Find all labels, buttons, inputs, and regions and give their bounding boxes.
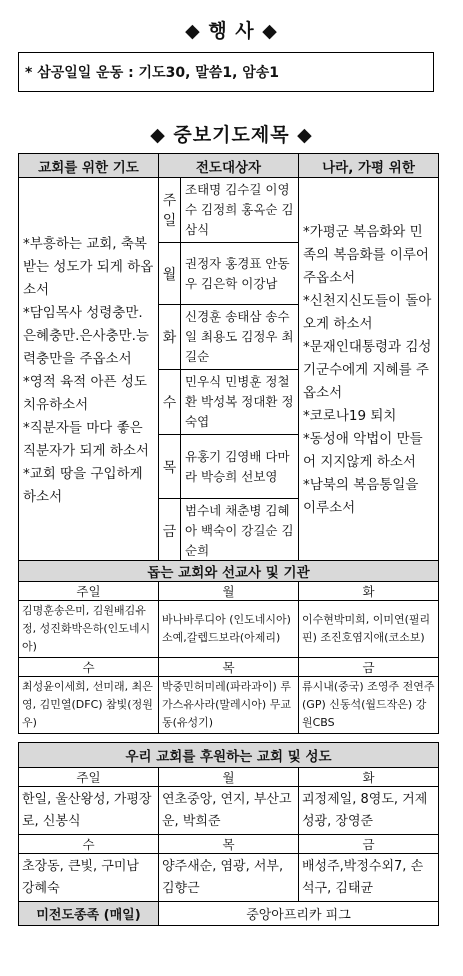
- nation-prayer-item: *문재인대통령과 김성기군수에게 지혜를 주옵소서: [303, 339, 432, 401]
- day-header: 화: [299, 768, 439, 787]
- day-header: 수: [19, 658, 159, 677]
- mission-cell: 최성윤이세희, 선미래, 최은영, 김민열(DFC) 참빛(정원우): [19, 677, 159, 734]
- header-targets: 전도대상자: [159, 154, 299, 178]
- day-header: 목: [159, 658, 299, 677]
- missions-table: [18, 560, 439, 734]
- mission-cell: 류시내(중국) 조영주 전연주(GP) 신동석(월드작은) 강원CBS: [299, 677, 439, 734]
- mission-cell: 이수현박미희, 이미연(필리핀) 조진호염지애(코소보): [299, 601, 439, 658]
- day-label: 금: [159, 499, 181, 564]
- nation-prayers: [299, 178, 439, 564]
- mission-cell: 바나바루디아 (인도네시아) 소예,갈렙드보라(아제리): [159, 601, 299, 658]
- day-header: 목: [159, 835, 299, 854]
- nation-prayer-item: *동성애 악법이 만들어 지지않게 하소서: [303, 431, 423, 470]
- day-label: 수: [159, 370, 181, 435]
- target-names: 조태명 김수길 이영수 김정희 홍옥순 김삼식: [181, 178, 299, 243]
- nation-prayer-item: *신천지신도들이 돌아오게 하소서: [303, 293, 432, 332]
- target-names: 유홍기 김영배 다마라 박승희 선보영: [181, 435, 299, 499]
- church-prayer-item: *부흥하는 교회, 축복받는 성도가 되게 하옵소서: [23, 235, 154, 298]
- header-nation: 나라, 가평 위한: [299, 154, 439, 178]
- day-label: 월: [159, 243, 181, 305]
- church-prayer-item: *담임목사 성령충만.은혜충만.은사충만.능력충만을 주옵소서: [23, 304, 149, 367]
- day-header: 수: [19, 835, 159, 854]
- day-header: 주일: [19, 582, 159, 601]
- day-header: 월: [159, 582, 299, 601]
- day-header: 주일: [19, 768, 159, 787]
- target-names: 범수네 채춘병 김혜아 백숙이 강길순 김순희: [181, 499, 299, 564]
- nation-prayer-item: *가평군 복음화와 민족의 복음화를 이루어 주옵소서: [303, 224, 429, 286]
- unreached-value: 중앙아프리카 피그: [159, 902, 439, 926]
- missions-title: 돕는 교회와 선교사 및 기관: [19, 561, 439, 582]
- mission-cell: 김명훈송은미, 김원배김유정, 성진화박은하(인도네시아): [19, 601, 159, 658]
- church-prayer-item: *교회 땅을 구입하게 하소서: [23, 465, 143, 505]
- supporter-cell: 연초중앙, 연지, 부산고운, 박희준: [159, 787, 299, 835]
- church-prayer-item: *직분자들 마다 좋은 직분자가 되게 하소서: [23, 419, 149, 459]
- supporter-cell: 괴정제일, 8영도, 거제성광, 장영준: [299, 787, 439, 835]
- target-names: 신경훈 송태삼 송수일 최용도 김정우 최길순: [181, 305, 299, 370]
- header-church: 교회를 위한 기도: [19, 154, 159, 178]
- church-prayer-item: *영적 육적 아픈 성도 치유하소서: [23, 373, 147, 413]
- day-header: 금: [299, 658, 439, 677]
- day-label: 목: [159, 435, 181, 499]
- day-header: 화: [299, 582, 439, 601]
- supporter-cell: 초장동, 큰빛, 구미남 강혜숙: [19, 854, 159, 902]
- supporter-cell: 배성주,박정수외7, 손석구, 김태균: [299, 854, 439, 902]
- supporters-title: 우리 교회를 후원하는 교회 및 성도: [19, 743, 439, 768]
- day-header: 금: [299, 835, 439, 854]
- unreached-label: 미전도종족 (매일): [19, 902, 159, 926]
- supporters-table: [18, 742, 439, 926]
- day-label: 주일: [159, 178, 181, 243]
- event-heading: ◆ 행 사 ◆: [185, 20, 278, 42]
- prayer-table: [18, 153, 439, 564]
- mission-cell: 박중민허미레(파라과이) 루가스유사라(말레시아) 무교동(유성기): [159, 677, 299, 734]
- supporter-cell: 한일, 울산왕성, 가평장로, 신봉식: [19, 787, 159, 835]
- prayer-heading: ◆ 중보기도제목 ◆: [150, 124, 313, 146]
- event-box: [18, 52, 434, 92]
- day-label: 화: [159, 305, 181, 370]
- event-text: * 삼공일일 운동 : 기도30, 말씀1, 암송1: [25, 65, 280, 81]
- day-header: 월: [159, 768, 299, 787]
- target-names: 권정자 홍경표 안동우 김은학 이강남: [181, 243, 299, 305]
- target-names: 민우식 민병훈 정철환 박성복 정대환 정숙엽: [181, 370, 299, 435]
- supporter-cell: 양주새순, 염광, 서부, 김향근: [159, 854, 299, 902]
- nation-prayer-item: *남북의 복음통일을 이루소서: [303, 477, 419, 516]
- nation-prayer-item: *코로나19 퇴치: [303, 408, 397, 424]
- church-prayers: [19, 178, 159, 564]
